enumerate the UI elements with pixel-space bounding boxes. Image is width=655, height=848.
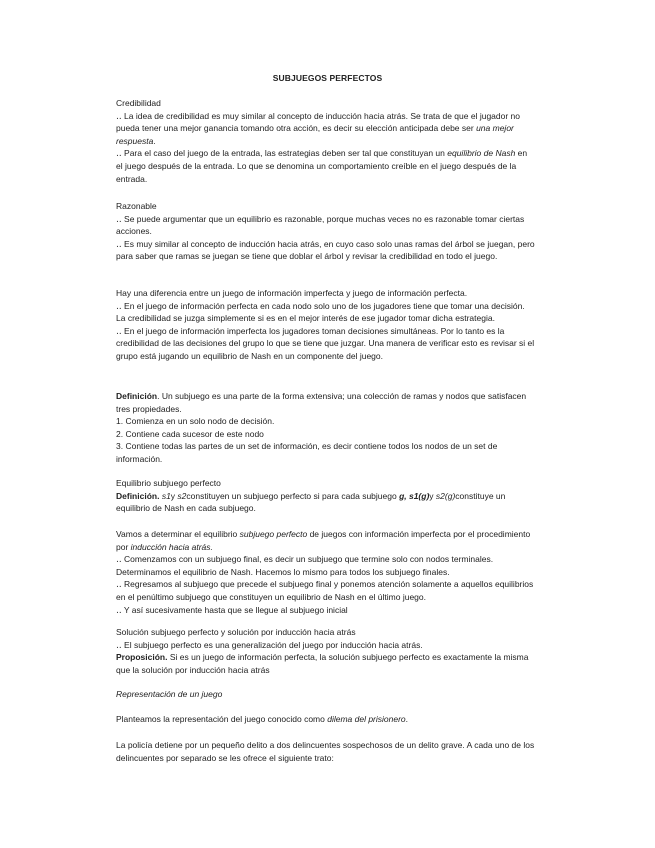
paragraph: Planteamos la representación del juego conocido como dilema del prisionero. xyxy=(116,714,409,724)
section-heading: Hay una diferencia entre un juego de información imperfecta y juego de información perfecta. xyxy=(116,288,468,298)
section-diferencia xyxy=(116,287,536,363)
paragraph: Definición. Un subjuego es una parte de la forma extensiva; una colección de ramas y nodos que satisfacen tres propiedades. xyxy=(116,391,527,414)
section-equilibrio xyxy=(116,477,536,515)
paragraph: ‥ Comenzamos con un subjuego final, es decir un subjuego que termine solo con nodos terminales. Determinamos el equilibrio de Nash. Hacemos lo mismo para todos los subjuego finales. xyxy=(116,554,494,577)
section-heading: Credibilidad xyxy=(116,98,161,108)
paragraph: ‥ Se puede argumentar que un equilibrio es razonable, porque muchas veces no es razonable tomar ciertas acciones. xyxy=(116,213,525,237)
paragraph: ‥ Regresamos al subjuego que precede el subjuego final y ponemos atención solamente a aquellos equilibrios en el penúltimo subjuego que constituyen un equilibrio de Nash en el último juego. xyxy=(116,579,534,602)
section-heading: Representación de un juego xyxy=(116,689,223,699)
section-heading: Equilibrio subjuego perfecto xyxy=(116,478,221,488)
list-item: 3. Contiene todas las partes de un set de información, es decir contiene todos los nodos de un set de información. xyxy=(116,441,498,464)
list-item: 1. Comienza en un solo nodo de decisión. xyxy=(116,416,275,427)
page-title: SUBJUEGOS PERFECTOS xyxy=(272,73,383,83)
paragraph: Definición. s1y s2constituyen un subjuego perfecto si para cada subjuego g, s1(g)y s2(g)constituye un equilibrio de Nash en cada subjuego. xyxy=(116,490,506,514)
paragraph: ‥ Para el caso del juego de la entrada, las estrategias deben ser tal que constituyan un equilibrio de Nash en el juego después de la entrada. Lo que se denomina un comportamiento creíble en el juego después de la entrada. xyxy=(116,148,528,184)
paragraph: ‥ La idea de credibilidad es muy similar al concepto de inducción hacia atrás. Se trata de que el jugador no pueda tener una mejor ganancia tomando otra acción, es decir su elección anticipada debe ser una mejor respuesta. xyxy=(116,110,520,146)
paragraph: ‥ Es muy similar al concepto de inducción hacia atrás, en cuyo caso solo unas ramas del árbol se juegan, pero para saber que ramas se juegan se tiene que doblar el árbol y revisar la credibilidad en todo el juego. xyxy=(116,238,535,262)
section-procedimiento xyxy=(116,528,536,616)
paragraph: ‥ En el juego de información perfecta en cada nodo solo uno de los jugadores tiene que tomar una decisión. La credibilidad se juzga simplemente si es en el mejor interés de ese jugador tomar dicha estrategia. xyxy=(116,300,525,324)
list-item: 2. Contiene cada sucesor de este nodo xyxy=(116,428,264,439)
section-razonable xyxy=(116,200,536,263)
section-solucion xyxy=(116,626,536,676)
section-heading: Razonable xyxy=(116,201,157,211)
paragraph: Proposición. Si es un juego de información perfecta, la solución subjuego perfecto es exactamente la misma que la solución por inducción hacia atrás xyxy=(116,652,529,675)
section-policia xyxy=(116,739,536,764)
section-planteamos xyxy=(116,713,536,726)
paragraph: ‥ El subjuego perfecto es una generalización del juego por inducción hacia atrás. xyxy=(116,639,423,650)
section-definicion xyxy=(116,390,536,466)
section-heading: Solución subjuego perfecto y solución por inducción hacia atrás xyxy=(116,627,356,637)
paragraph: ‥ En el juego de información imperfecta los jugadores toman decisiones simultáneas. Por lo tanto es la credibilidad de las decisiones del grupo lo que se tiene que juzgar. Una manera de verificar esto es revisar si el grupo está jugando un equilibrio de Nash en un componente del juego. xyxy=(116,325,535,361)
section-credibilidad xyxy=(116,97,536,185)
section-representacion xyxy=(116,688,536,701)
paragraph: ‥ Y así sucesivamente hasta que se llegue al subjuego inicial xyxy=(116,604,348,615)
paragraph: Vamos a determinar el equilibrio subjuego perfecto de juegos con información imperfecta por el procedimiento por inducción hacia atrás. xyxy=(116,529,531,552)
paragraph: La policía detiene por un pequeño delito a dos delincuentes sospechosos de un delito grave. A cada uno de los delincuentes por separado se les ofrece el siguiente trato: xyxy=(116,740,535,763)
